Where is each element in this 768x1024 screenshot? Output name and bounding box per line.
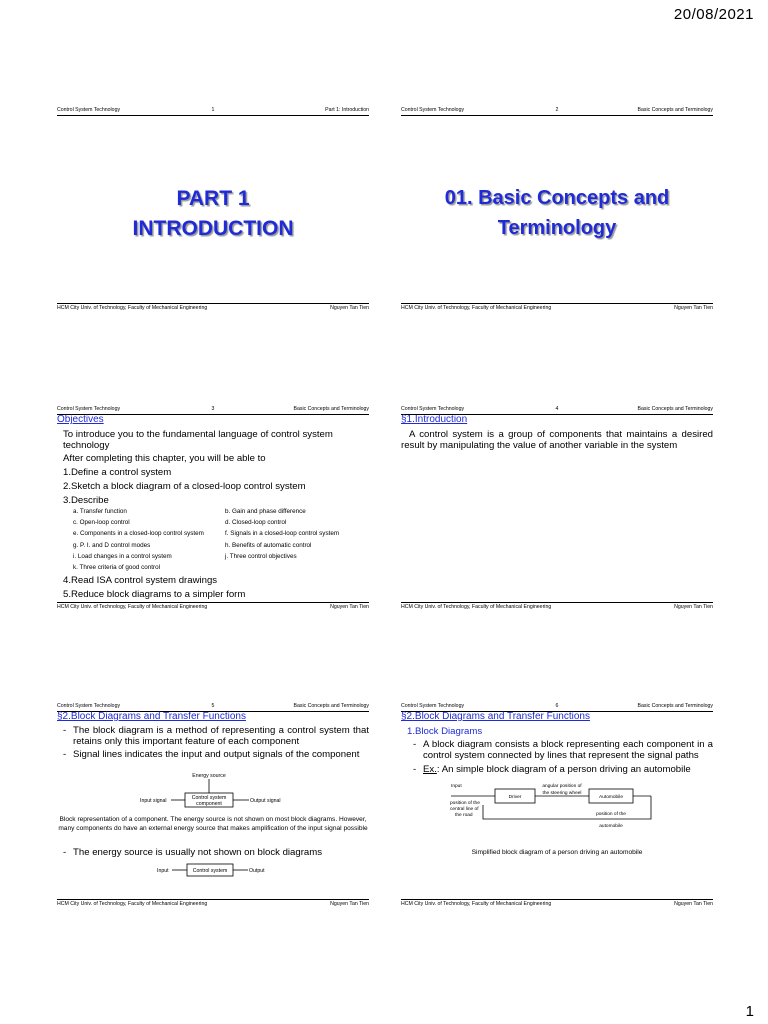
footer-institution: HCM City Univ. of Technology, Faculty of Mechanical Engineering (57, 901, 208, 907)
slide-footer (57, 602, 369, 611)
sub-item: h. Benefits of automatic control (225, 541, 312, 549)
component-block-diagram (127, 769, 297, 813)
slide-body (401, 739, 713, 775)
header-slide-number: 1 (211, 107, 215, 113)
sub-item: e. Components in a closed-loop control system (73, 530, 204, 538)
slide-title-line-2: INTRODUCTION (132, 217, 294, 240)
slide-body (57, 725, 369, 760)
objective-item: 5.Reduce block diagrams to a simpler form (63, 589, 246, 601)
bullet-text: A block diagram consists a block representing each component in a control system connected by lines that represent the signal paths (423, 739, 713, 761)
sub-item: g. P. I. and D control modes (73, 541, 151, 549)
slide-5 (57, 703, 369, 908)
slide-footer (57, 899, 369, 908)
header-slide-number: 4 (555, 406, 559, 412)
header-slide-number: 2 (555, 107, 559, 113)
bullet: - The block diagram is a method of representing a control system that retains only this important feature of each component (63, 725, 369, 747)
header-slide-number: 6 (555, 703, 559, 709)
slide-body-2 (57, 847, 369, 858)
slide-3 (57, 406, 369, 611)
footer-institution: HCM City Univ. of Technology, Faculty of Mechanical Engineering (57, 604, 208, 610)
example-label: Ex. (423, 764, 437, 775)
header-course: Control System Technology (57, 107, 121, 113)
slide-header (57, 107, 369, 116)
slide-header (57, 406, 369, 415)
header-course: Control System Technology (401, 703, 465, 709)
header-course: Control System Technology (401, 107, 465, 113)
header-course: Control System Technology (57, 703, 121, 709)
footer-author: Nguyen Tan Tien (674, 305, 713, 311)
automobile-label: Automobile (599, 795, 623, 800)
header-chapter: Basic Concepts and Terminology (293, 703, 369, 709)
slide-footer (401, 602, 713, 611)
objective-item: 2.Sketch a block diagram of a closed-loop control system (63, 481, 306, 492)
sub-item: a. Transfer function (73, 508, 127, 515)
diagram-caption: Simplified block diagram of a person driving an automobile (471, 849, 643, 856)
header-course: Control System Technology (401, 406, 465, 412)
input-label: Input (157, 868, 169, 874)
intro-text: A control system is a group of components that maintains a desired result by manipulating the value of another variable in the system (401, 429, 713, 451)
steering-label-line-1: angular position of (542, 784, 582, 789)
output-signal-label: Output signal (250, 798, 281, 804)
bullet: - Ex.: An simple block diagram of a person driving an automobile (413, 764, 691, 775)
header-slide-number: 5 (211, 703, 215, 709)
slide-1 (57, 107, 369, 312)
after-text: After completing this chapter, you will be able to (63, 453, 266, 464)
steering-label-line-2: the steering wheel (542, 791, 582, 796)
footer-author: Nguyen Tan Tien (674, 604, 713, 610)
bullet-text: Signal lines indicates the input and output signals of the component (73, 749, 360, 760)
output-label: Output (249, 868, 265, 874)
input-label: Input (451, 784, 462, 789)
footer-institution: HCM City Univ. of Technology, Faculty of Mechanical Engineering (401, 305, 552, 311)
diagram-caption: Block representation of a component. The energy source is not shown on most block diagrams. However, many components do have an external energy source that makes amplification of the input signal possible (58, 816, 368, 832)
input-desc-line-1: position of the (450, 801, 480, 806)
bullet: - A block diagram consists a block representing each component in a control system connected by lines that represent the signal paths (413, 739, 713, 761)
intro-text: To introduce you to the fundamental language of control system technology (63, 429, 333, 451)
footer-author: Nguyen Tan Tien (330, 305, 369, 311)
header-chapter: Basic Concepts and Terminology (293, 406, 369, 412)
objective-item: 1.Define a control system (63, 467, 172, 478)
driver-block-diagram (445, 781, 665, 831)
footer-institution: HCM City Univ. of Technology, Faculty of Mechanical Engineering (57, 305, 208, 311)
slide-6 (401, 703, 713, 908)
input-desc-line-3: the road (455, 813, 473, 818)
block-label-line-2: component (196, 801, 222, 807)
sub-item: j. Three control objectives (225, 552, 297, 560)
bullet: - Signal lines indicates the input and output signals of the component (63, 749, 360, 760)
section-heading: §2.Block Diagrams and Transfer Functions (401, 711, 590, 722)
slide-2 (401, 107, 713, 312)
sub-item: d. Closed-loop control (225, 519, 287, 527)
sub-item: k. Three criteria of good control (73, 564, 161, 572)
input-signal-label: Input signal (140, 798, 167, 804)
block-label: Control system (192, 868, 228, 874)
header-chapter: Part 1: Introduction (325, 107, 369, 113)
objective-item: 4.Read ISA control system drawings (63, 575, 218, 587)
objectives-body (57, 429, 369, 600)
header-chapter: Basic Concepts and Terminology (637, 406, 713, 412)
footer-institution: HCM City Univ. of Technology, Faculty of Mechanical Engineering (401, 604, 552, 610)
driver-label: Driver (508, 795, 522, 800)
footer-author: Nguyen Tan Tien (674, 901, 713, 907)
footer-institution: HCM City Univ. of Technology, Faculty of Mechanical Engineering (401, 901, 552, 907)
header-chapter: Basic Concepts and Terminology (637, 107, 713, 113)
subheading: 1.Block Diagrams (407, 726, 483, 737)
energy-source-label: Energy source (192, 773, 226, 779)
header-course: Control System Technology (57, 406, 121, 412)
bullet-text: An simple block diagram of a person driving an automobile (441, 764, 691, 775)
header-slide-number: 3 (211, 406, 215, 412)
sub-item: b. Gain and phase difference (225, 508, 306, 515)
block-label-line-1: Control system (191, 795, 227, 801)
header-chapter: Basic Concepts and Terminology (637, 703, 713, 709)
simple-block-diagram (152, 861, 282, 879)
bullet: - The energy source is usually not shown on block diagrams (63, 847, 323, 858)
input-desc-line-2: central line of (450, 807, 479, 812)
bullet-text: The energy source is usually not shown on block diagrams (73, 847, 323, 858)
slide-title-line-2: Terminology (497, 217, 617, 239)
footer-author: Nguyen Tan Tien (330, 901, 369, 907)
section-heading: §2.Block Diagrams and Transfer Functions (57, 711, 246, 722)
slide-footer (401, 899, 713, 908)
slide-header (401, 107, 713, 116)
objective-item: 3.Describe (63, 495, 109, 506)
output-label-line-2: automobile (599, 824, 623, 829)
page-date: 20/08/2021 (673, 6, 754, 23)
bullet-text: The block diagram is a method of representing a control system that retains only this important feature of each component (73, 725, 369, 747)
output-label-line-1: position of the (596, 812, 626, 817)
sub-item: f. Signals in a closed-loop control system (225, 530, 340, 538)
slide-title-line-1: 01. Basic Concepts and (444, 187, 670, 209)
sub-item: c. Open-loop control (73, 519, 130, 527)
section-heading: Objectives (57, 414, 104, 425)
slide-title-line-1: PART 1 (176, 187, 250, 210)
slide-footer (57, 303, 369, 312)
page-number: 1 (745, 1003, 754, 1020)
sub-item-grid (57, 506, 369, 573)
footer-author: Nguyen Tan Tien (330, 604, 369, 610)
sub-item (225, 562, 369, 573)
sub-item: i. Load changes in a control system (73, 552, 172, 560)
slide-footer (401, 303, 713, 312)
slide-4 (401, 406, 713, 611)
section-heading: §1.Introduction (401, 414, 468, 425)
